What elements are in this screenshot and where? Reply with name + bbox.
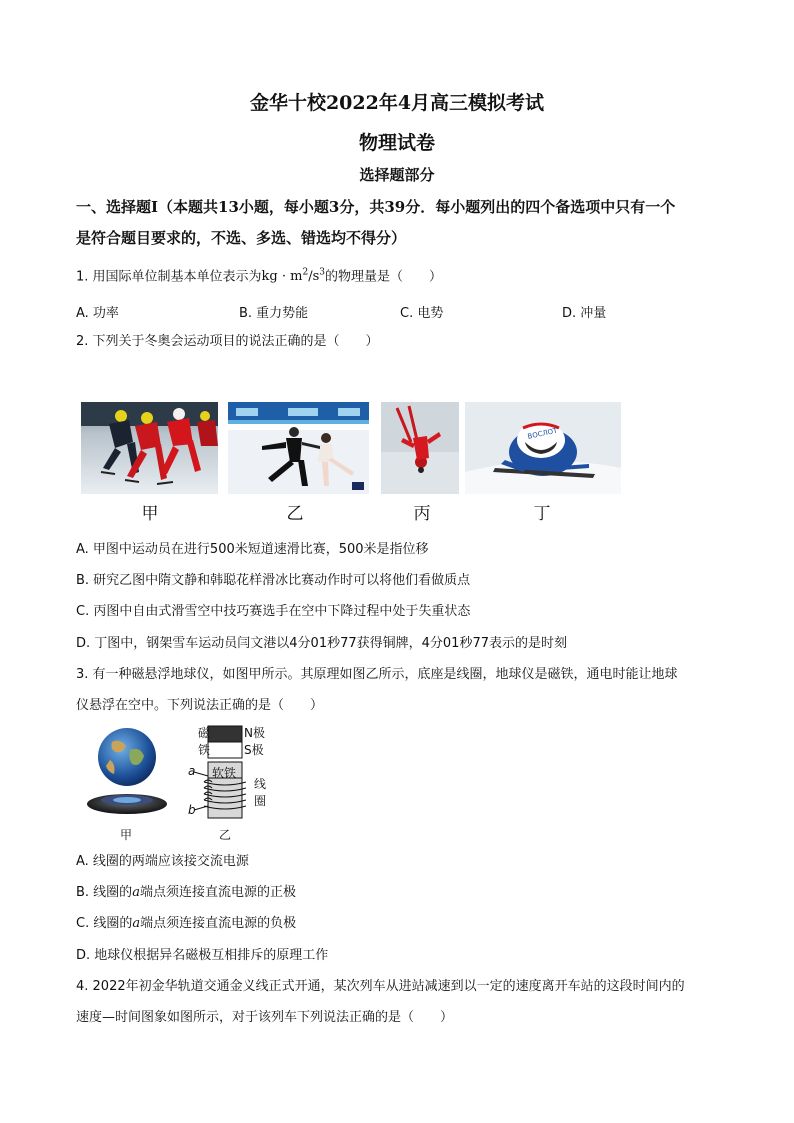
helmet-text: ВОСЛОТ bbox=[526, 426, 559, 441]
question-3-stem-line2: 仪悬浮在空中。下列说法正确的是（ ） bbox=[76, 698, 324, 713]
question-1-stem bbox=[76, 263, 736, 287]
fig-caption-jia: 甲 bbox=[120, 828, 133, 842]
exam-title: 金华十校2022年4月高三模拟考试 bbox=[249, 92, 545, 114]
q1-unit-exp2: 3 bbox=[319, 268, 326, 278]
label-terminal-b: b bbox=[188, 803, 196, 817]
photo-skeleton-sled bbox=[465, 402, 621, 494]
q2-option-a[interactable]: A. 甲图中运动员在进行500米短道速滑比赛，500米是指位移 bbox=[76, 542, 429, 557]
q3-option-d[interactable]: D. 地球仪根据异名磁极互相排斥的原理工作 bbox=[76, 948, 329, 963]
q2-option-b[interactable]: B. 研究乙图中隋文静和韩聪花样滑冰比赛动作时可以将他们看做质点 bbox=[76, 573, 471, 588]
photo-figure-skating bbox=[228, 402, 369, 494]
q1-option-a[interactable]: A. 功率 bbox=[76, 306, 119, 321]
section-heading bbox=[76, 192, 736, 254]
fig-caption-yi: 乙 bbox=[219, 828, 232, 842]
q3-option-a[interactable]: A. 线圈的两端应该接交流电源 bbox=[76, 854, 249, 869]
label-n-pole: N极 bbox=[244, 726, 265, 740]
q3-option-b[interactable]: B. 线圈的a端点须连接直流电源的正极 bbox=[76, 885, 296, 900]
section-heading-line2: 是符合题目要求的，不选、多选、错选均不得分） bbox=[76, 229, 407, 247]
label-coil-1: 线 bbox=[254, 777, 267, 791]
question-4-stem-line2: 速度—时间图象如图所示，对于该列车下列说法正确的是（ ） bbox=[76, 1010, 454, 1025]
label-soft-iron: 软铁 bbox=[212, 766, 237, 780]
photo-speed-skating bbox=[81, 402, 218, 494]
section-heading-line1: 一、选择题Ⅰ（本题共13小题，每小题3分，共39分．每小题列出的四个备选项中只有一个 bbox=[76, 198, 676, 216]
label-s-pole: S极 bbox=[244, 743, 264, 757]
label-magnet-2: 铁 bbox=[198, 743, 211, 757]
q1-option-d[interactable]: D. 冲量 bbox=[562, 306, 607, 321]
q3-option-c[interactable]: C. 线圈的a端点须连接直流电源的负极 bbox=[76, 916, 297, 931]
q1-unit: kg · m bbox=[261, 269, 303, 285]
caption-ding: 丁 bbox=[533, 504, 551, 524]
q1-option-b[interactable]: B. 重力势能 bbox=[239, 306, 309, 321]
caption-yi: 乙 bbox=[286, 504, 304, 524]
label-coil-2: 圈 bbox=[254, 794, 267, 808]
q1-unit-exp1: 2 bbox=[302, 268, 309, 278]
caption-bing: 丙 bbox=[413, 504, 431, 524]
caption-jia: 甲 bbox=[141, 504, 159, 524]
question-4-stem-line1: 4. 2022年初金华轨道交通金义线正式开通，某次列车从进站减速到以一定的速度离开车站的这段时间内的 bbox=[76, 979, 685, 994]
question-2-stem: 2. 下列关于冬奥会运动项目的说法正确的是（ ） bbox=[76, 334, 379, 349]
label-terminal-a: a bbox=[188, 764, 196, 778]
q3-c-terminal: a bbox=[132, 916, 141, 931]
label-magnet-1: 磁 bbox=[198, 726, 211, 740]
question-3-stem-line1: 3. 有一种磁悬浮地球仪，如图甲所示。其原理如图乙所示，底座是线圈，地球仪是磁铁，通电时能让地球 bbox=[76, 667, 678, 682]
q1-stem-a: 1. 用国际单位制基本单位表示为 bbox=[76, 269, 262, 285]
q1-option-c[interactable]: C. 电势 bbox=[400, 306, 444, 321]
q1-stem-b: 的物理量是（ ） bbox=[325, 269, 443, 285]
q2-option-c[interactable]: C. 丙图中自由式滑雪空中技巧赛选手在空中下降过程中处于失重状态 bbox=[76, 604, 471, 619]
figure-levitating-globe bbox=[82, 724, 172, 824]
q2-option-d[interactable]: D. 丁图中，钢架雪车运动员闫文港以4分01秒77获得铜牌，4分01秒77表示的是时刻 bbox=[76, 636, 567, 651]
paper-subject: 物理试卷 bbox=[358, 132, 435, 154]
q3-b-terminal: a bbox=[132, 885, 140, 900]
part-heading: 选择题部分 bbox=[359, 166, 435, 184]
q1-unit-mid: /s bbox=[308, 269, 320, 285]
photo-aerial-skiing bbox=[381, 402, 459, 494]
